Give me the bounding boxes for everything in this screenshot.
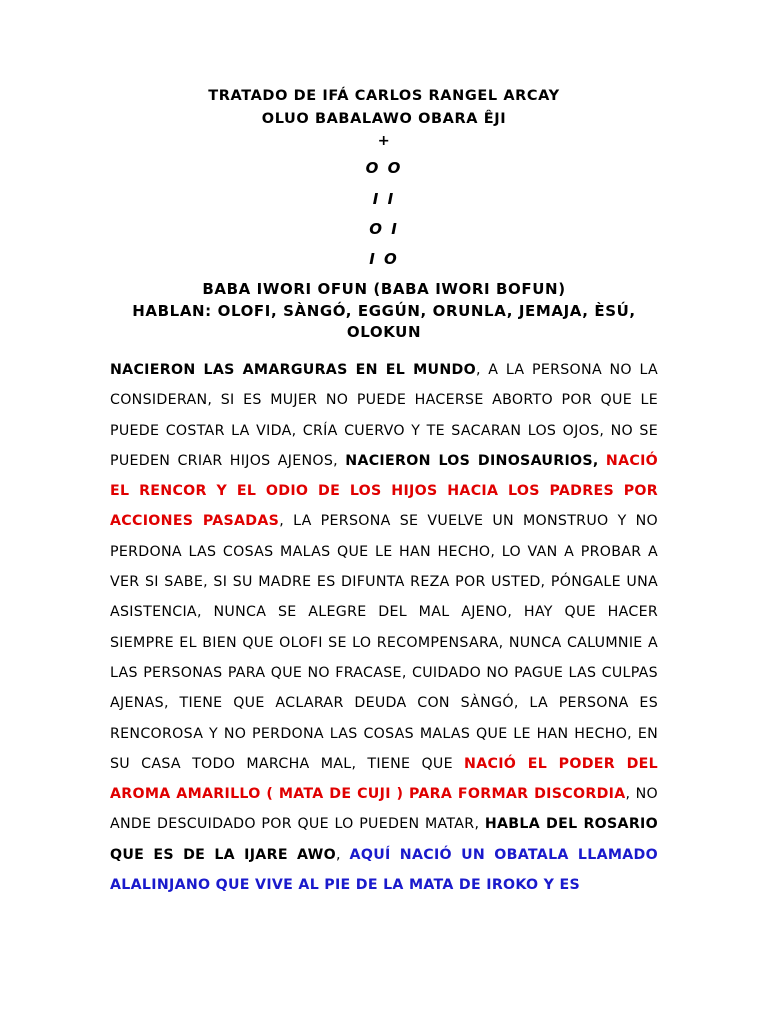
body-paragraph xyxy=(110,355,658,900)
document-title: TRATADO DE IFÁ CARLOS RANGEL ARCAY xyxy=(208,88,560,104)
plus-sign: + xyxy=(377,133,391,149)
body-text-run xyxy=(599,453,606,469)
body-text-run: , NO ANDE DESCUIDADO POR QUE LO PUEDEN MATAR, xyxy=(110,786,658,833)
body-text-run: , LA PERSONA SE VUELVE UN MONSTRUO Y NO PERDONA LAS COSAS MALAS QUE LE HAN HECHO, LO VAN A PROBAR A VER SI SABE, SI SU MADRE ES DIFUNTA REZA POR USTED, PÓNGALE UNA ASISTENCIA, NUNCA SE ALEGRE DEL MAL AJENO, HAY QUE HACER SIEMPRE EL BIEN QUE OLOFI SE LO RECOMPENSARA, NUNCA CALUMNIE A LAS PERSONAS PARA QUE NO FRACASE, CUIDADO NO PAGUE LAS CULPAS AJENAS, TIENE QUE ACLARAR DEUDA CON SÀNGÓ, LA PERSONA ES RENCOROSA Y NO PERDONA LAS COSAS MALAS QUE LE HAN HECHO, EN SU CASA TODO MARCHA MAL, TIENE QUE xyxy=(110,513,658,772)
odu-mark-row-1: O O xyxy=(365,159,403,177)
body-bold-phrase: NACIERON LAS AMARGURAS EN EL MUNDO xyxy=(110,362,476,378)
body-text-run: , A LA PERSONA NO LA CONSIDERAN, SI ES MUJER NO PUEDE HACERSE ABORTO POR QUE LE PUEDE COSTAR LA VIDA, CRÍA CUERVO Y TE SACARAN LOS OJOS, NO SE PUEDEN CRIAR HIJOS AJENOS, xyxy=(110,362,658,469)
body-red-phrase: NACIÓ EL RENCOR Y EL ODIO DE LOS HIJOS HACIA LOS PADRES POR ACCIONES PASADAS xyxy=(110,452,659,530)
odu-mark-row-3: O I xyxy=(369,220,399,238)
body-blue-phrase: AQUÍ NACIÓ UN OBATALA LLAMADO ALALINJANO QUE VIVE AL PIE DE LA MATA DE IROKO Y ES xyxy=(110,846,658,894)
odu-mark-row-4: I O xyxy=(369,250,399,268)
body-text-run: , xyxy=(335,846,350,863)
hablan-line: HABLAN: OLOFI, SÀNGÓ, EGGÚN, ORUNLA, JEMAJA, ÈSÚ, xyxy=(132,302,636,320)
document-subtitle: OLUO BABALAWO OBARA ÊJI xyxy=(261,111,507,127)
hablan-line-cont: OLOKUN xyxy=(346,323,422,341)
body-bold-phrase: HABLA DEL ROSARIO QUE ES DE LA IJARE AWO xyxy=(110,816,659,863)
body-red-phrase: NACIÓ EL PODER DEL AROMA AMARILLO ( MATA DE CUJI ) PARA FORMAR DISCORDIA xyxy=(110,755,658,803)
body-bold-phrase: NACIERON LOS DINOSAURIOS, xyxy=(345,452,599,469)
odu-name: BABA IWORI OFUN (BABA IWORI BOFUN) xyxy=(202,280,566,298)
odu-mark-row-2: I I xyxy=(372,190,396,208)
